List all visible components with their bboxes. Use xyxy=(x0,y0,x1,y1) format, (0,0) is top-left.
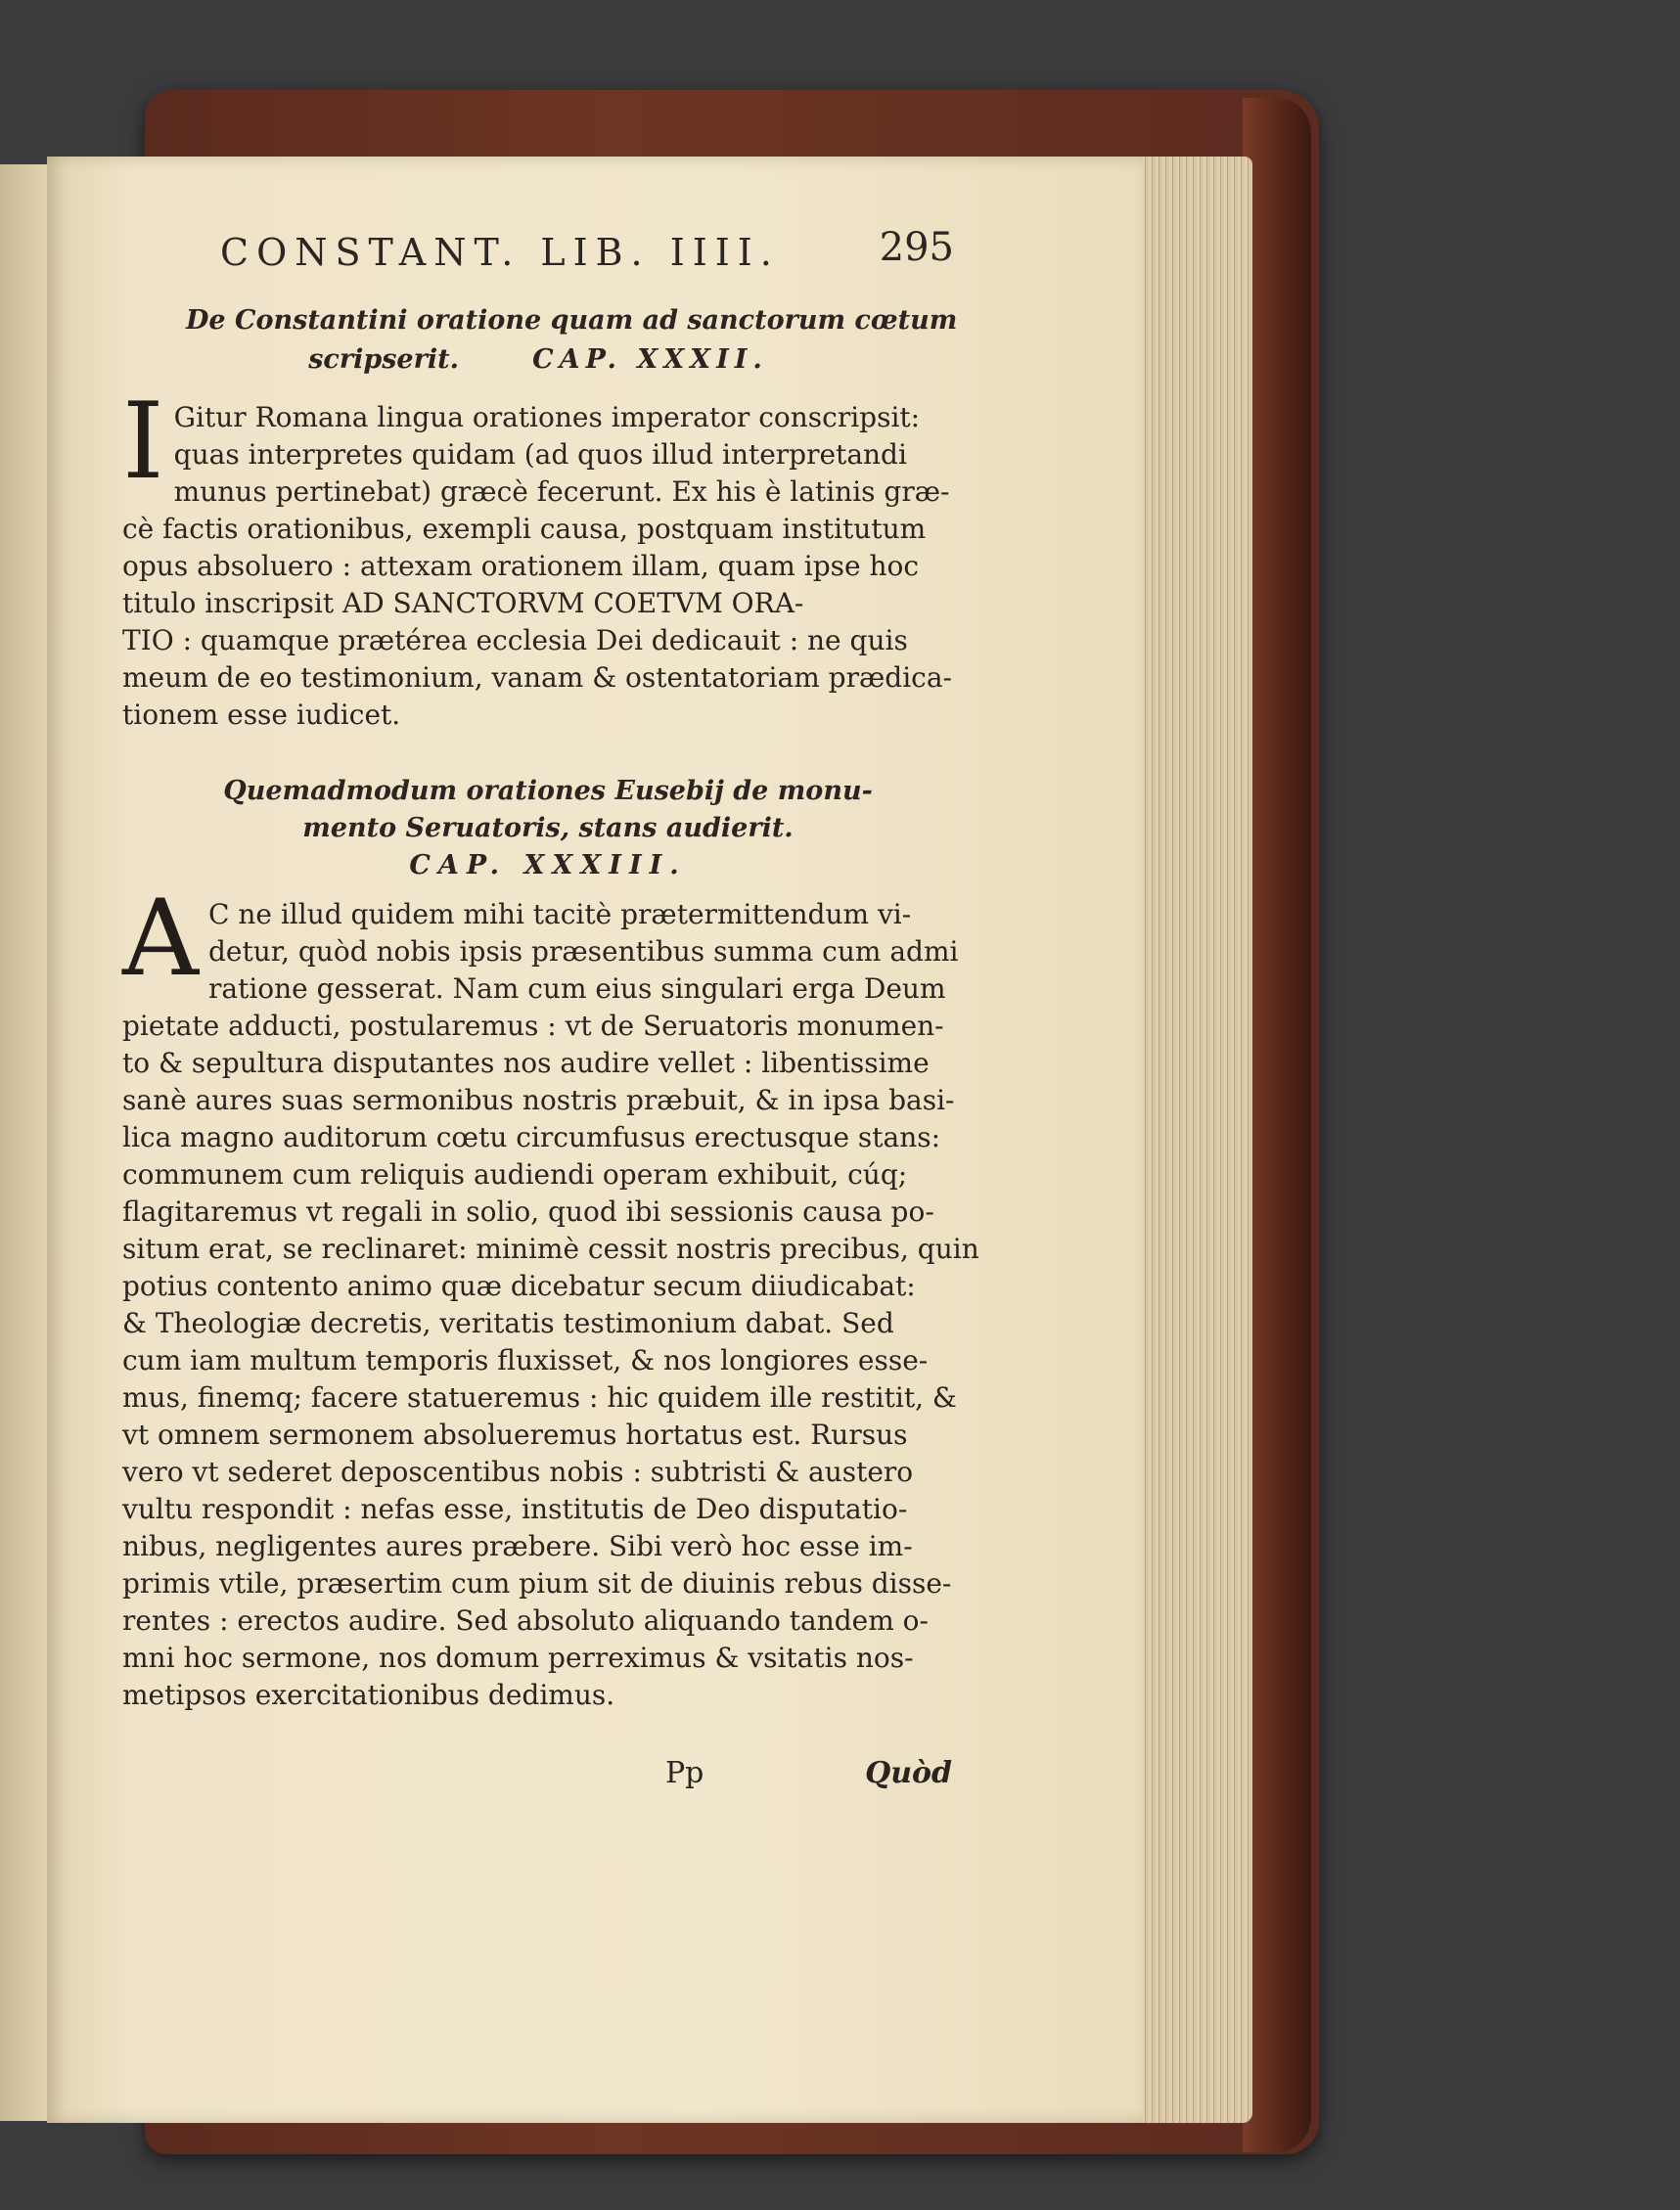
chapter-32-text xyxy=(122,381,964,734)
chapter-32-number: CAP. XXXII. xyxy=(532,344,768,375)
text-line: & Theologiæ decretis, veritatis testimonium dabat. Sed xyxy=(122,1307,894,1339)
text-line: lica magno auditorum cœtu circumfusus erectusque stans: xyxy=(122,1121,941,1153)
text-line: tionem esse iudicet. xyxy=(122,699,401,731)
text-line: titulo inscripsit AD SANCTORVM COETVM ORA- xyxy=(122,587,804,619)
text-line: munus pertinebat) græcè fecerunt. Ex his è latinis græ- xyxy=(173,475,950,508)
page-number: 295 xyxy=(879,225,954,270)
cover-edge xyxy=(1243,98,1311,2152)
text-line: metipsos exercitationibus dedimus. xyxy=(122,1679,615,1711)
text-line: mus, finemq; facere statueremus : hic quidem ille restitit, & xyxy=(122,1381,957,1414)
page-fore-edge xyxy=(1135,157,1252,2123)
text-line: communem cum reliquis audiendi operam exhibuit, cúq; xyxy=(122,1158,908,1191)
chapter-33-heading-line1: Quemadmodum orationes Eusebij de monu- xyxy=(223,776,873,806)
text-line: potius contento animo quæ dicebatur secum diiudicabat: xyxy=(122,1270,916,1302)
text-line: mni hoc sermone, nos domum perreximus & vsitatis nos- xyxy=(122,1642,914,1674)
running-head xyxy=(220,225,954,274)
text-line: cum iam multum temporis fluxisset, & nos longiores esse- xyxy=(122,1344,929,1376)
chapter-33-heading xyxy=(196,773,900,884)
text-line: quas interpretes quidam (ad quos illud interpretandi xyxy=(173,438,907,471)
text-line: vt omnem sermonem absolueremus hortatus est. Rursus xyxy=(122,1419,908,1451)
text-line: ratione gesserat. Nam cum eius singulari erga Deum xyxy=(208,972,946,1005)
catchword: Quòd xyxy=(865,1756,952,1790)
chapter-33-number: CAP. XXXIII. xyxy=(409,850,687,880)
text-line: vultu respondit : nefas esse, institutis de Deo disputatio- xyxy=(122,1493,908,1525)
text-line: TIO : quamque prætérea ecclesia Dei dedicauit : ne quis xyxy=(122,624,908,656)
text-line: sanè aures suas sermonibus nostris præbuit, & in ipsa basi- xyxy=(122,1084,955,1116)
text-line: nibus, negligentes aures præbere. Sibi verò hoc esse im- xyxy=(122,1530,913,1562)
chapter-32-dropcap: I xyxy=(122,381,164,503)
text-line: situm erat, se reclinaret: minimè cessit nostris precibus, quin xyxy=(122,1233,979,1265)
page-footer xyxy=(122,1756,964,1799)
text-line: opus absoluero : attexam orationem illam, quam ipse hoc xyxy=(122,550,920,582)
chapter-32-heading-line2: scripserit. xyxy=(308,344,459,375)
text-line: cè factis orationibus, exempli causa, postquam institutum xyxy=(122,513,927,545)
text-line: rentes : erectos audire. Sed absoluto aliquando tandem o- xyxy=(122,1604,929,1637)
text-line: primis vtile, præsertim cum pium sit de diuinis rebus disse- xyxy=(122,1567,952,1600)
signature-mark: Pp xyxy=(665,1756,704,1790)
text-line: vero vt sederet deposcentibus nobis : subtristi & austero xyxy=(122,1456,914,1488)
chapter-32-heading xyxy=(186,301,958,380)
running-head-title: CONSTANT. LIB. IIII. xyxy=(220,231,780,274)
text-line: meum de eo testimonium, vanam & ostentatoriam prædica- xyxy=(122,661,952,694)
chapter-33-heading-line2: mento Seruatoris, stans audierit. xyxy=(302,813,794,843)
text-line: pietate adducti, postularemus : vt de Seruatoris monumen- xyxy=(122,1010,944,1042)
text-line: detur, quòd nobis ipsis præsentibus summa cum admi xyxy=(208,935,959,968)
chapter-33-text xyxy=(122,878,979,1714)
text-line: C ne illud quidem mihi tacitè prætermittendum vi- xyxy=(208,898,912,930)
chapter-32-heading-line1: De Constantini oratione quam ad sanctorum cœtum xyxy=(186,305,958,336)
text-line: Gitur Romana lingua orationes imperator conscripsit: xyxy=(173,401,921,433)
text-line: flagitaremus vt regali in solio, quod ibi sessionis causa po- xyxy=(122,1195,934,1228)
text-line: to & sepultura disputantes nos audire vellet : libentissime xyxy=(122,1047,930,1079)
chapter-33-dropcap: A xyxy=(122,878,199,1000)
